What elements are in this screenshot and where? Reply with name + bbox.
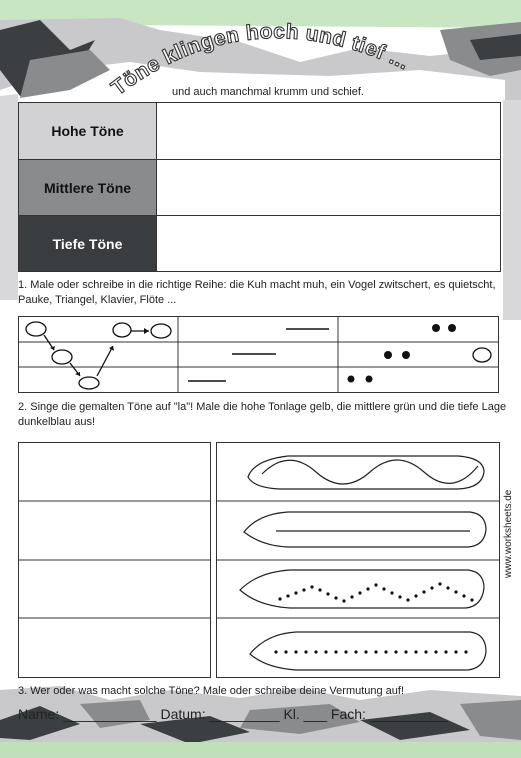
- label-middle-tones: Mittlere Töne: [19, 160, 157, 215]
- subject-label: Fach:: [330, 706, 366, 722]
- date-blank[interactable]: _________: [205, 706, 284, 722]
- row-low: [19, 216, 500, 271]
- row-middle: [19, 160, 500, 216]
- task-3-instructions: 3. Wer oder was macht solche Töne? Male oder schreibe deine Vermutung auf!: [18, 685, 405, 697]
- label-high-tones: Hohe Töne: [19, 103, 157, 159]
- date-label: Datum:: [160, 706, 206, 722]
- answer-cell-high[interactable]: [157, 103, 500, 159]
- class-blank[interactable]: ___: [299, 706, 331, 722]
- footer-fields: [18, 706, 448, 722]
- pitch-table: [18, 102, 501, 272]
- class-label: Kl.: [283, 706, 300, 722]
- answer-cell-low[interactable]: [157, 216, 500, 271]
- row-high: [19, 103, 500, 160]
- task-1-instructions: 1. Male oder schreibe in die richtige Reihe: die Kuh macht muh, ein Vogel zwitschert, es quietscht, Pauke, Triangel, Klavier, Flöte ...: [18, 279, 496, 306]
- subject-blank[interactable]: __________: [365, 706, 448, 722]
- subtitle: und auch manchmal krumm und schief.: [172, 86, 364, 98]
- watermark: www.worksheets.de: [503, 489, 514, 578]
- page-title: Töne klingen hoch und tief ...: [107, 20, 413, 100]
- label-low-tones: Tiefe Töne: [19, 216, 157, 271]
- task-2-instructions: 2. Singe die gemalten Töne auf "la"! Male die hohe Tonlage gelb, die mittlere grün und die tiefe Lage dunkelblau aus!: [18, 401, 507, 428]
- notation-grid: [18, 316, 499, 396]
- drawing-grid: [18, 442, 501, 680]
- name-label: Name:: [18, 706, 60, 722]
- name-blank[interactable]: ____________: [59, 706, 161, 722]
- answer-cell-middle[interactable]: [157, 160, 500, 215]
